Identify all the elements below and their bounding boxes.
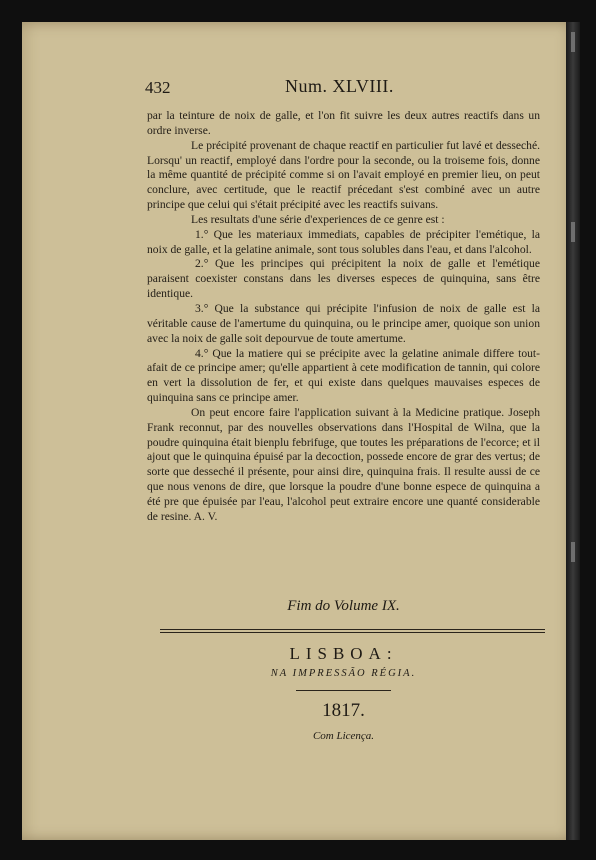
imprint-year: 1817. xyxy=(322,700,365,721)
body-text xyxy=(147,109,540,525)
page-header xyxy=(145,66,545,97)
divider-rule xyxy=(160,629,545,630)
paragraph: Les resultats d'une série d'experiences de ce genre est : xyxy=(191,212,445,226)
paragraph: Le précipité provenant de chaque reactif en particulier fut lavé et desseché. Lorsqu' un reactif, employé dans l'ordre pour la seconde, ou la troiseme fois, donne la même quantité de précipité comme si on l'avait employé en premier lieu, on peut conclure, avec certitude, que le reactif précedant s'est combiné avec un autre principe que celui qui s'était précipité avec les reactifs suivans. xyxy=(147,138,540,212)
numbered-paragraph: 4.° Que la matiere qui se précipite avec la gelatine animale differe tout-afait de ce principe amer; qu'elle appartient à cete modification de tannin, qui colore en vert la dissolution de fer, et qui existe dans quelques mauvaises especes de quinquina sans ce principe amer. xyxy=(147,346,540,405)
paragraph: par la teinture de noix de galle, et l'on fit suivre les deux autres reactifs dans un ordre inverse. xyxy=(147,109,540,137)
numbered-paragraph: 1.° Que les materiaux immediats, capables de précipiter l'emétique, la noix de galle, et la gelatine animale, sont tous solubles dans l'eau, et dans l'alcohol. xyxy=(147,227,540,256)
scan-margin-bar xyxy=(566,22,580,840)
short-rule xyxy=(296,690,391,691)
volume-end-note: Fim do Volume IX. xyxy=(287,598,400,614)
scan-mark xyxy=(571,222,575,242)
running-head: Num. XLVIII. xyxy=(285,76,394,96)
numbered-paragraph: 3.° Que la substance qui précipite l'infusion de noix de galle est la véritable cause de l'amertume du quinquina, ou le principe amer, quoique son union avec la noix de galle soit depourvue de toute amertume. xyxy=(147,301,540,345)
imprint-city: LISBOA: xyxy=(289,644,398,663)
page-number: 432 xyxy=(145,78,171,97)
numbered-paragraph: 2.° Que les principes qui précipitent la noix de galle et l'emétique paraisent coexister constans dans les diverses especes de quinquina, sans être identique. xyxy=(147,257,540,301)
imprint-press: NA IMPRESSÃO RÉGIA. xyxy=(270,668,417,679)
scan-mark xyxy=(571,542,575,562)
imprint-licence: Com Licença. xyxy=(312,730,375,742)
divider-rule xyxy=(160,632,545,633)
scan-mark xyxy=(571,32,575,52)
paragraph: On peut encore faire l'application suivant à la Medicine pratique. Joseph Frank reconnut, par des nouvelles observations dans l'Hospital de Wilna, que la poudre quinquina était bienplu febrifuge, que toutes les préparations de l'ecorce; et il ajout que le quinquina épuisé par la decoction, possede encore de grar des vertus; de sorte que desseché il présente, pour ainsi dire, quinquina frais. Il resulte aussi de ce que nous venons de dire, que lorsque la poudre d'une bonne espece de quinquina a été pre que épuisée par l'eau, l'alcohol peut extraire encore une quanté considerable de resine. A. V. xyxy=(147,405,540,523)
